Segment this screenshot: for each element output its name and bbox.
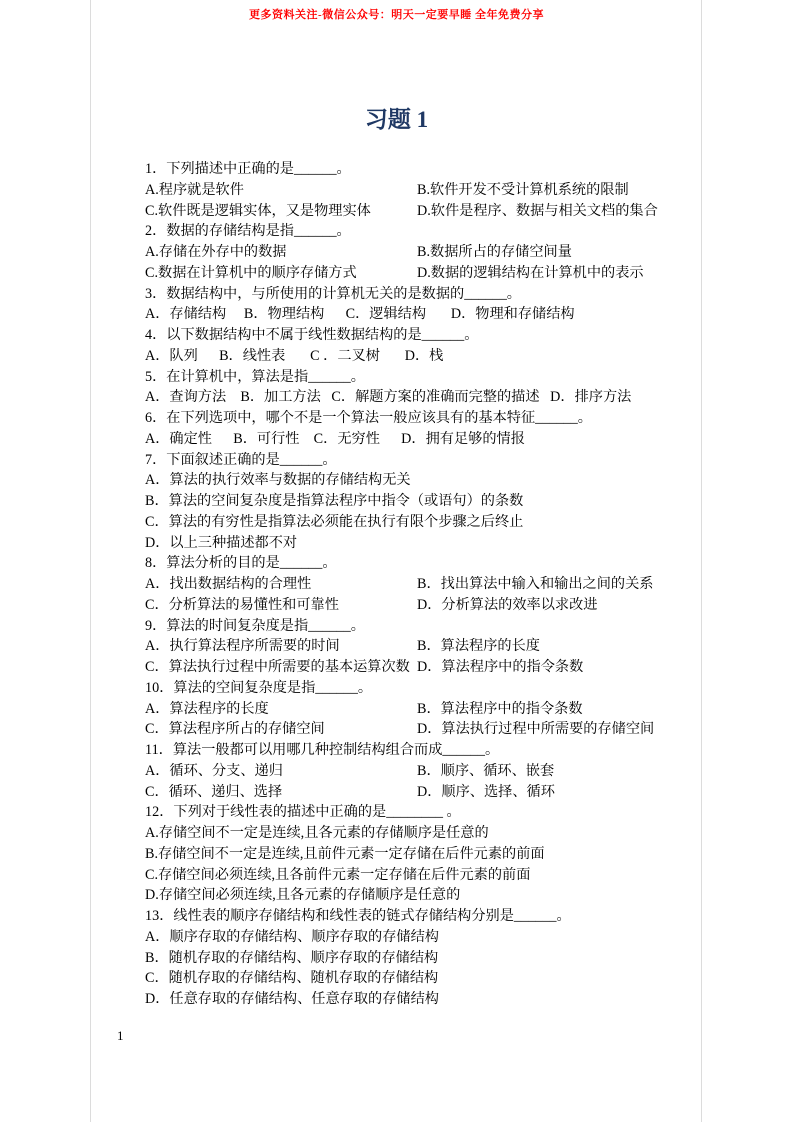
text-line [145, 201, 690, 222]
line-text: A．存储结构 B．物理结构 C．逻辑结构 D．物理和存储结构 [145, 306, 575, 323]
text-line [145, 595, 690, 616]
line-text: A．算法的执行效率与数据的存储结构无关 [145, 472, 411, 489]
line-text-right-column: B.软件开发不受计算机系统的限制 [417, 181, 629, 198]
page-title: 习题 1 [364, 107, 429, 132]
text-line [145, 180, 690, 201]
text-line [145, 802, 690, 823]
line-text: 11．算法一般都可以用哪几种控制结构组合而成______。 [145, 742, 500, 758]
line-text: C.软件既是逻辑实体，又是物理实体 [145, 202, 371, 219]
text-line [145, 408, 690, 429]
line-text: C.存储空间必须连续,且各前件元素一定存储在后件元素的前面 [145, 866, 531, 883]
line-text: C．随机存取的存储结构、随机存取的存储结构 [145, 970, 439, 987]
text-line [145, 844, 690, 865]
text-line [145, 968, 690, 989]
line-text: D.存储空间必须连续,且各元素的存储顺序是任意的 [145, 887, 461, 904]
line-text: 4．以下数据结构中不属于线性数据结构的是______。 [145, 327, 479, 343]
line-text: 12．下列对于线性表的描述中正确的是________ 。 [145, 804, 461, 821]
line-text: 1．下列描述中正确的是______。 [145, 161, 351, 177]
text-line [145, 553, 690, 574]
text-line [145, 823, 690, 844]
line-text-right-column: B.数据所占的存储空间量 [417, 244, 572, 260]
text-line [145, 948, 690, 969]
line-text: 7．下面叙述正确的是______。 [145, 451, 337, 468]
text-line [145, 325, 690, 346]
line-text: C．分析算法的易懂性和可靠性 [145, 596, 339, 613]
line-text-right-column: D．分析算法的效率以求改进 [417, 596, 598, 613]
line-text: A．执行算法程序所需要的时间 [145, 638, 340, 655]
line-text: B．算法的空间复杂度是指算法程序中指令（或语句）的条数 [145, 493, 524, 509]
text-line [145, 699, 690, 720]
line-text: C．算法执行过程中所需要的基本运算次数 [145, 659, 410, 675]
line-text: 8．算法分析的目的是______。 [145, 555, 337, 572]
text-line [145, 906, 690, 927]
text-line [145, 387, 690, 408]
text-line [145, 740, 690, 761]
right-margin-guide [701, 0, 702, 1122]
text-line [145, 159, 690, 180]
page-number: 1 [117, 1028, 124, 1043]
line-text: 5．在计算机中，算法是指______。 [145, 368, 365, 385]
text-line [145, 242, 690, 263]
line-text: A．查询方法 B．加工方法 C．解题方案的准确而完整的描述 D．排序方法 [145, 389, 632, 406]
line-text: D．任意存取的存储结构、任意存取的存储结构 [145, 991, 439, 1007]
line-text: A．循环、分支、递归 [145, 762, 283, 779]
text-line [145, 450, 690, 471]
line-text-right-column: D.数据的逻辑结构在计算机中的表示 [417, 264, 644, 281]
text-line [145, 616, 690, 637]
line-text: C．算法的有穷性是指算法必须能在执行有限个步骤之后终止 [145, 513, 524, 530]
text-line [145, 719, 690, 740]
line-text: A.存储空间不一定是连续,且各元素的存储顺序是任意的 [145, 825, 489, 841]
line-text: 9．算法的时间复杂度是指______。 [145, 617, 365, 634]
line-text: B．随机存取的存储结构、顺序存取的存储结构 [145, 949, 439, 966]
text-line [145, 284, 690, 305]
line-text: B.存储空间不一定是连续,且前件元素一定存储在后件元素的前面 [145, 845, 545, 862]
text-line [145, 865, 690, 886]
line-text: A．算法程序的长度 [145, 700, 269, 717]
text-line [145, 367, 690, 388]
line-text: A．找出数据结构的合理性 [145, 576, 312, 592]
line-text-right-column: D．顺序、选择、循环 [417, 783, 555, 800]
line-text-right-column: D．算法执行过程中所需要的存储空间 [417, 721, 655, 738]
line-text: 3．数据结构中，与所使用的计算机无关的是数据的______。 [145, 285, 521, 302]
line-text: 10．算法的空间复杂度是指______。 [145, 679, 373, 696]
text-line [145, 491, 690, 512]
line-text: A．队列 B．线性表 C ．二叉树 D．栈 [145, 347, 444, 364]
text-line [145, 429, 690, 450]
text-line [145, 263, 690, 284]
line-text: 6．在下列选项中，哪个不是一个算法一般应该具有的基本特征______。 [145, 410, 592, 426]
header-promo-note: 更多资料关注-微信公众号：明天一定要早睡 全年免费分享 [249, 9, 544, 21]
line-text: A.存储在外存中的数据 [145, 244, 287, 260]
text-line [145, 657, 690, 678]
line-text-right-column: B．找出算法中输入和输出之间的关系 [417, 576, 654, 592]
text-line [145, 512, 690, 533]
line-text: A.程序就是软件 [145, 181, 244, 198]
text-line [145, 761, 690, 782]
line-text: 13．线性表的顺序存储结构和线性表的链式存储结构分别是______。 [145, 908, 571, 924]
line-text-right-column: B．算法程序中的指令条数 [417, 700, 583, 717]
text-line [145, 221, 690, 242]
line-text-right-column: B．顺序、循环、嵌套 [417, 762, 555, 779]
body-text [145, 159, 690, 1010]
text-line [145, 636, 690, 657]
text-line [145, 574, 690, 595]
text-line [145, 927, 690, 948]
text-line [145, 782, 690, 803]
text-line [145, 885, 690, 906]
text-line [145, 346, 690, 367]
line-text-right-column: B．算法程序的长度 [417, 638, 540, 655]
line-text: C．循环、递归、选择 [145, 783, 283, 800]
text-line [145, 678, 690, 699]
line-text: D．以上三种描述都不对 [145, 534, 298, 551]
text-line [145, 989, 690, 1010]
line-text: A．确定性 B．可行性 C．无穷性 D．拥有足够的情报 [145, 430, 525, 447]
line-text: C．算法程序所占的存储空间 [145, 721, 325, 738]
line-text-right-column: D.软件是程序、数据与相关文档的集合 [417, 202, 658, 219]
line-text: A．顺序存取的存储结构、顺序存取的存储结构 [145, 928, 439, 945]
line-text: C.数据在计算机中的顺序存储方式 [145, 264, 357, 281]
text-line [145, 304, 690, 325]
text-line [145, 470, 690, 491]
text-line [145, 533, 690, 554]
line-text-right-column: D．算法程序中的指令条数 [417, 659, 584, 675]
line-text: 2．数据的存储结构是指______。 [145, 223, 351, 240]
left-margin-guide [90, 0, 91, 1122]
